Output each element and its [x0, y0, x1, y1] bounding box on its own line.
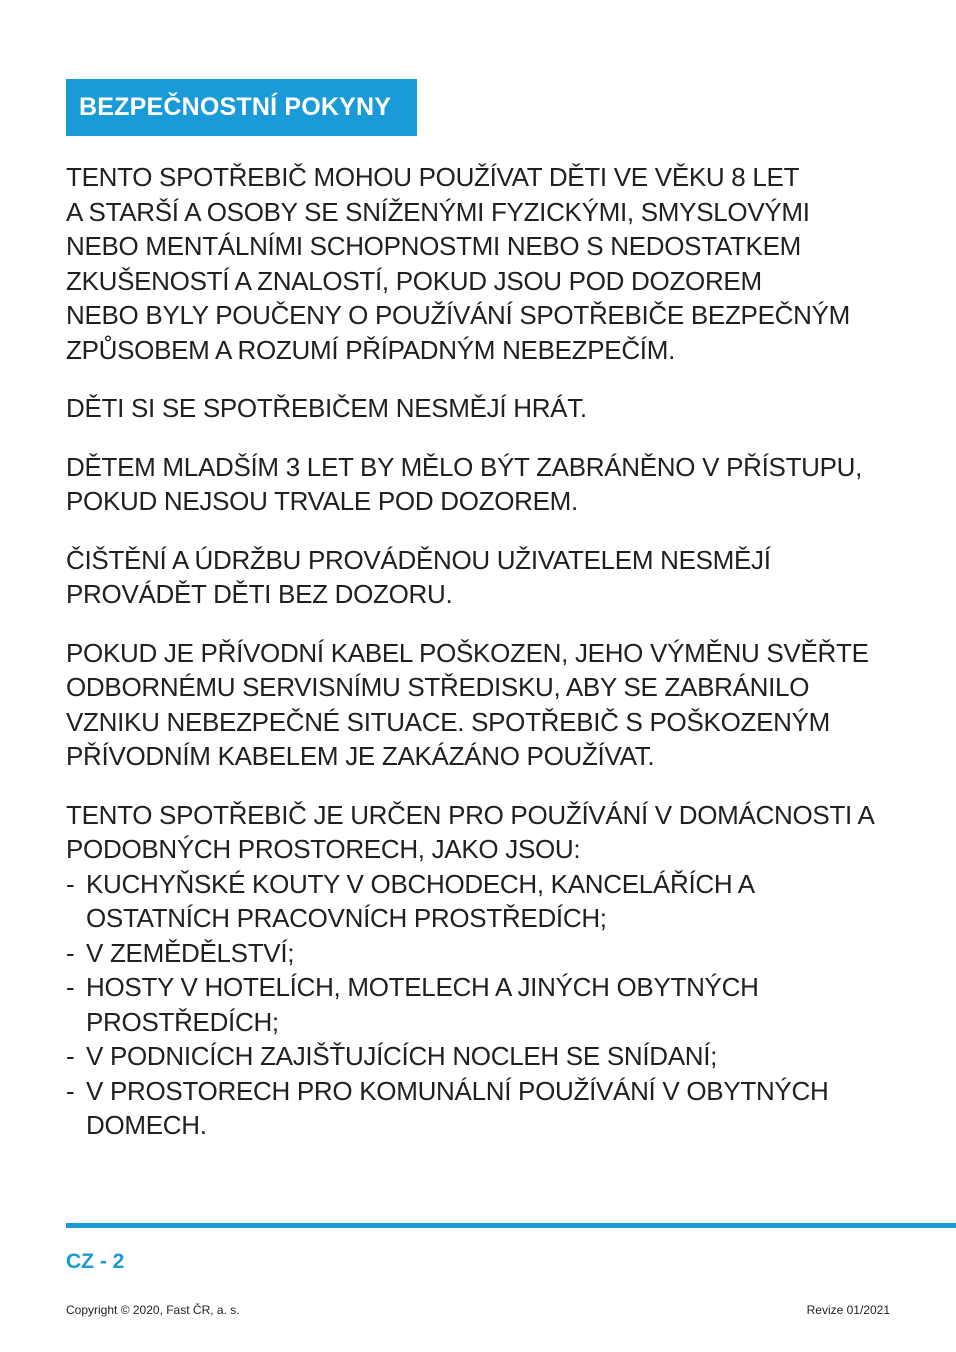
text-line: DĚTEM MLADŠÍM 3 LET BY MĚLO BÝT ZABRÁNĚNO V PŘÍSTUPU, — [66, 451, 863, 482]
text-line: TENTO SPOTŘEBIČ JE URČEN PRO POUŽÍVÁNÍ V DOMÁCNOSTI A — [66, 799, 875, 830]
dash-bullet: - — [66, 937, 75, 968]
text-line: A STARŠÍ A OSOBY SE SNÍŽENÝMI FYZICKÝMI, SMYSLOVÝMI — [66, 196, 810, 227]
dash-bullet: - — [66, 972, 75, 1002]
text-line: DĚTI SI SE SPOTŘEBIČEM NESMĚJÍ HRÁT. — [66, 393, 587, 423]
paragraph-no-play — [66, 391, 926, 426]
paragraph-under-3 — [66, 450, 926, 519]
dash-bullet: - — [66, 1075, 75, 1106]
text-line: ODBORNÉMU SERVISNÍMU STŘEDISKU, ABY SE ZABRÁNILO — [66, 672, 810, 702]
text-line: ČIŠTĚNÍ A ÚDRŽBU PROVÁDĚNOU UŽIVATELEM NESMĚJÍ — [66, 544, 771, 575]
dash-bullet: - — [66, 1041, 75, 1071]
text-line: POKUD JE PŘÍVODNÍ KABEL POŠKOZEN, JEHO VÝMĚNU SVĚŘTE — [66, 637, 869, 668]
list-item — [66, 1039, 926, 1074]
text-line: HOSTY V HOTELÍCH, MOTELECH A JINÝCH OBYTNÝCH — [86, 972, 759, 1002]
text-line: PROSTŘEDÍCH; — [86, 1006, 279, 1037]
text-line: VZNIKU NEBEZPEČNÉ SITUACE. SPOTŘEBIČ S POŠKOZENÝM — [66, 706, 830, 737]
text-line: ZKUŠENOSTÍ A ZNALOSTÍ, POKUD JSOU POD DOZOREM — [66, 265, 762, 296]
copyright-text: Copyright © 2020, Fast ČR, a. s. — [66, 1303, 240, 1317]
page-number: CZ - 2 — [66, 1250, 125, 1273]
list-item — [66, 1074, 926, 1143]
text-line: NEBO MENTÁLNÍMI SCHOPNOSTMI NEBO S NEDOSTATKEM — [66, 231, 801, 261]
text-line: ZPŮSOBEM A ROZUMÍ PŘÍPADNÝM NEBEZPEČÍM. — [66, 334, 676, 365]
text-line: V PROSTORECH PRO KOMUNÁLNÍ POUŽÍVÁNÍ V OBYTNÝCH — [86, 1075, 829, 1106]
paragraph-intended-use — [66, 798, 926, 1143]
paragraph-cleaning — [66, 543, 926, 612]
text-line: V PODNICÍCH ZAJIŠŤUJÍCÍCH NOCLEH SE SNÍDANÍ; — [86, 1041, 718, 1071]
list-item — [66, 936, 926, 971]
list-item — [66, 970, 926, 1039]
safety-instructions-body — [66, 160, 926, 1143]
usage-environments-list — [66, 867, 926, 1143]
text-line: TENTO SPOTŘEBIČ MOHOU POUŽÍVAT DĚTI VE VĚKU 8 LET — [66, 162, 800, 192]
revision-text: Revize 01/2021 — [806, 1303, 890, 1317]
dash-bullet: - — [66, 868, 75, 899]
text-line: PODOBNÝCH PROSTORECH, JAKO JSOU: — [66, 834, 581, 864]
text-line: PROVÁDĚT DĚTI BEZ DOZORU. — [66, 579, 453, 609]
text-line: NEBO BYLY POUČENY O POUŽÍVÁNÍ SPOTŘEBIČE BEZPEČNÝM — [66, 300, 850, 330]
section-title: BEZPEČNOSTNÍ POKYNY — [66, 79, 417, 136]
paragraph-power-cable — [66, 636, 926, 774]
text-line: OSTATNÍCH PRACOVNÍCH PROSTŘEDÍCH; — [86, 903, 607, 933]
list-item — [66, 867, 926, 936]
text-line: KUCHYŇSKÉ KOUTY V OBCHODECH, KANCELÁŘÍCH A — [86, 868, 755, 899]
footer-divider — [66, 1223, 956, 1228]
text-line: V ZEMĚDĚLSTVÍ; — [86, 937, 295, 968]
text-line: PŘÍVODNÍM KABELEM JE ZAKÁZÁNO POUŽÍVAT. — [66, 741, 655, 771]
text-line: POKUD NEJSOU TRVALE POD DOZOREM. — [66, 486, 578, 516]
text-line: DOMECH. — [86, 1110, 207, 1140]
paragraph-children-usage — [66, 160, 926, 367]
